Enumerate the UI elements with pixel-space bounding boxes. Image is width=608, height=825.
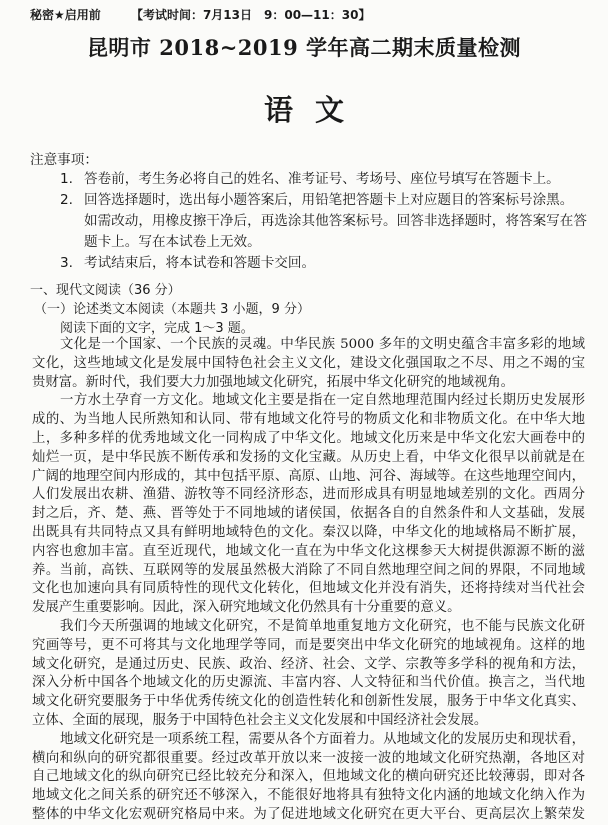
reading-instruction: 阅读下面的文字，完成 1～3 题。	[60, 321, 254, 336]
passage-line: 贵财富。新时代，我们要大力加强地域文化研究，拓展中华文化研究的地域视角。	[32, 374, 515, 390]
passage-line: 发展产生重要影响。因此，深入研究地域文化仍然具有十分重要的意义。	[32, 600, 461, 616]
passage-line: 出既具有共同特点又具有鲜明地域特色的文化。秦汉以降，中华文化的地域格局不断扩展，	[32, 524, 585, 540]
passage-line: 我们今天所强调的地域文化研究，不是简单地重复地方文化研究，也不能与民族文化研	[60, 618, 585, 634]
notice-item-number: 1.	[60, 171, 73, 187]
reading-passage	[32, 336, 585, 825]
exam-header-line	[30, 6, 396, 23]
notice-item-line	[30, 253, 590, 274]
notice-item-text: 如需改动，用橡皮擦干净后，再选涂其他答案标号。回答非选择题时，将答案写在答	[84, 213, 587, 229]
notice-item-text: 考试结束后，将本试卷和答题卡交回。	[84, 255, 316, 271]
passage-line: 人们发展出农耕、渔猎、游牧等不同经济形态，进而形成具有明显地域差别的文化。西周分	[32, 487, 585, 503]
passage-line: 内容也愈加丰富。直至近现代，地域文化一直在为中华文化这棵参天大树提供源源不断的滋	[32, 543, 585, 559]
notice-section	[30, 148, 590, 274]
notice-item-text: 回答选择题时，选出每小题答案后，用铅笔把答题卡上对应题目的答案标号涂黑。	[84, 192, 574, 208]
passage-line: 文化也加速向具有同质特性的现代文化转化，但地域文化并没有消失，还将持续对当代社会	[32, 581, 585, 597]
passage-line: 横向和纵向的研究都很重要。经过改革开放以来一波接一波的地域文化研究热潮，各地区对	[32, 750, 585, 766]
passage-line: 立体、全面的展现，服务于中国特色社会主义文化发展和中国经济社会发展。	[32, 712, 488, 728]
subject-title: 语文	[263, 93, 366, 127]
notice-heading: 注意事项：	[30, 152, 98, 168]
passage-line: 深入分析中国各个地域文化的历史源流、丰富内容、人文特征和当代价值。换言之，当代地	[32, 675, 585, 691]
notice-item-text: 答卷前，考生务必将自己的姓名、准考证号、考场号、座位号填写在答题卡上。	[84, 171, 560, 187]
passage-line: 自己地域文化的纵向研究已经比较充分和深入，但地域文化的横向研究还比较薄弱，即对各	[32, 769, 585, 785]
passage-line: 地域文化研究是一项系统工程，需要从各个方面着力。从地域文化的发展历史和现状看，	[60, 731, 585, 747]
passage-line: 整体的中华文化宏观研究格局中来。为了促进地域文化研究在更大平台、更高层次上繁荣发	[32, 806, 585, 822]
passage-line: 一方水土孕育一方文化。地域文化主要是指在一定自然地理范围内经过长期历史发展形	[60, 393, 585, 409]
passage-line: 文化，这些地域文化是发展中国特色社会主义文化，建设文化强国取之不尽、用之不竭的宝	[32, 355, 585, 371]
passage-line: 域文化研究，是通过历史、民族、政治、经济、社会、文学、宗教等多学科的视角和方法，	[32, 656, 585, 672]
passage-line: 广阔的地理空间内形成的，其中包括平原、高原、山地、河谷、海域等。在这些地理空间内，	[32, 468, 585, 484]
notice-item-line	[30, 232, 590, 253]
notice-item-line	[30, 211, 590, 232]
exam-title: 昆明市 2018~2019 学年高二期末质量检测	[86, 35, 522, 60]
passage-line: 域文化研究要服务于中华优秀传统文化的创造性转化和创新性发展，服务于中华文化真实、	[32, 694, 585, 710]
passage-line: 上，多种多样的优秀地域文化一同构成了中华文化。地域文化历来是中华文化宏大画卷中的	[32, 430, 585, 446]
passage-line: 封之后，齐、楚、燕、晋等处于不同地域的诸侯国，依据各自的自然条件和人文基础，发展	[32, 506, 585, 522]
passage-line: 灿烂一页，是中华民族不断传承和发扬的文化宝藏。从历史上看，中华文化很早以前就是在	[32, 449, 585, 465]
notice-item-text: 题卡上。写在本试卷上无效。	[84, 234, 261, 250]
notice-item-number: 2.	[60, 192, 73, 208]
notice-item-number: 3.	[60, 255, 73, 271]
notice-list	[30, 169, 590, 274]
passage-line: 地域文化之间关系的研究还不够深入，不能很好地将具有独特文化内涵的地域文化纳入作为	[32, 788, 585, 804]
notice-item-line	[30, 190, 590, 211]
passage-line: 究画等号，更不可将其与文化地理学等同，而是要突出中华文化研究的地域视角。这样的地	[32, 637, 585, 653]
passage-line: 成的、为当地人民所熟知和认同、带有地域文化符号的物质文化和非物质文化。在中华大地	[32, 412, 585, 428]
notice-item-line	[30, 169, 590, 190]
passage-line: 文化是一个国家、一个民族的灵魂。中华民族 5000 多年的文明史蕴含丰富多彩的地域	[60, 337, 585, 352]
exam-time: 【考试时间：7月13日 9：00—11：30】	[130, 8, 371, 22]
passage-line: 养。当前，高铁、互联网等的发展虽然极大消除了不同自然地理空间之间的界限，不同地域	[32, 562, 585, 578]
confidential-label: 秘密★启用前	[30, 8, 101, 22]
section-heading: 一、现代文阅读（36 分）	[30, 283, 181, 298]
subsection-heading: （一）论述类文本阅读（本题共 3 小题，9 分）	[34, 302, 310, 317]
